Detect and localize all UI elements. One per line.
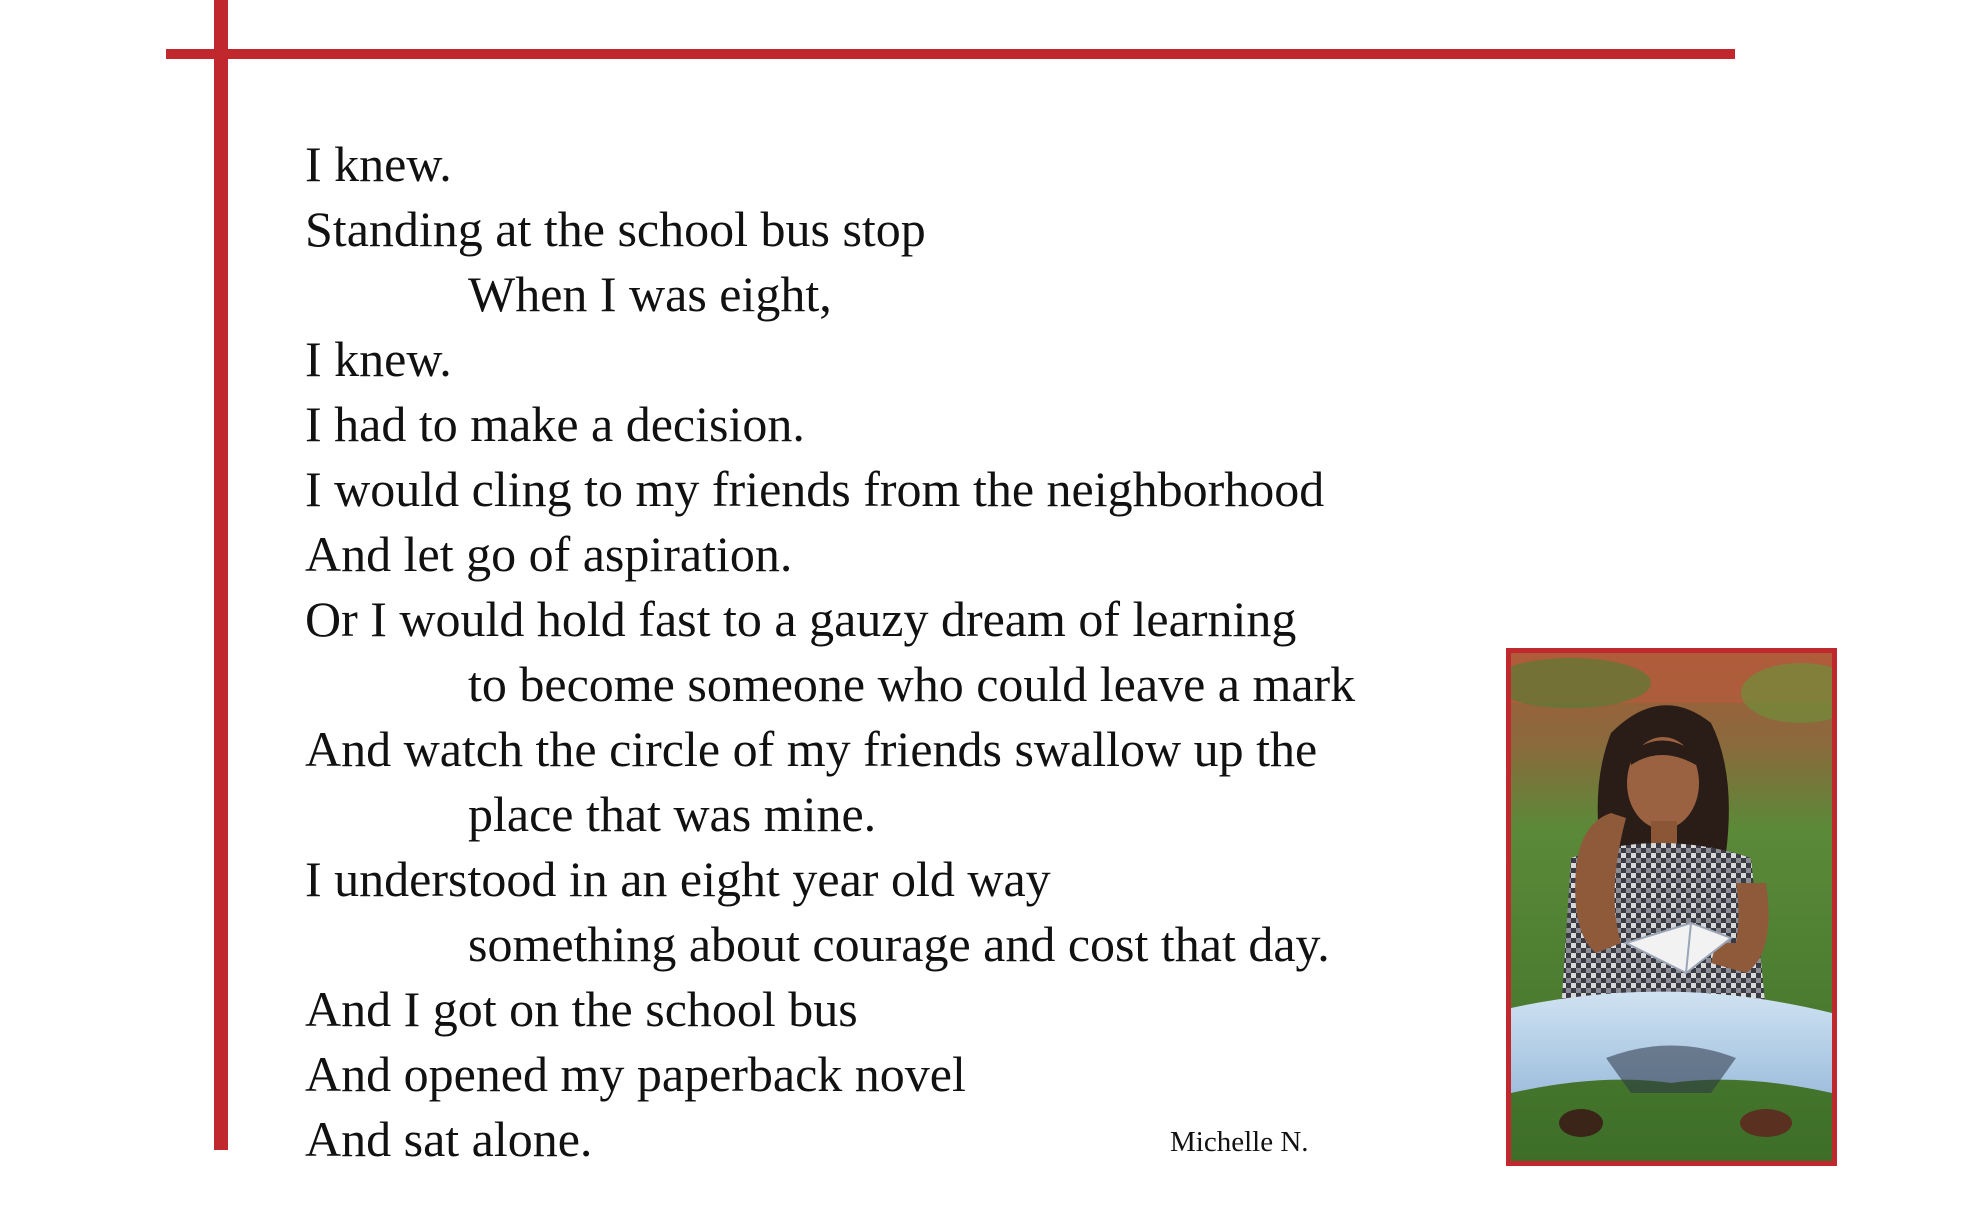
poem-line: And sat alone. — [305, 1111, 593, 1167]
poem-line: Standing at the school bus stop — [305, 201, 926, 257]
poem-line: place that was mine. — [468, 786, 877, 842]
poem-line: I knew. — [305, 136, 452, 192]
girl-reading-illustration — [1511, 653, 1832, 1161]
girl-reading-photo — [1506, 648, 1837, 1166]
poem-line: When I was eight, — [468, 266, 832, 322]
top-red-rule — [166, 49, 1735, 59]
poem-line: I would cling to my friends from the neighborhood — [305, 461, 1325, 517]
poem-line: And opened my paperback novel — [305, 1046, 966, 1102]
poem-line: to become someone who could leave a mark — [468, 656, 1356, 712]
poem-line: And I got on the school bus — [305, 981, 858, 1037]
poem-line: And watch the circle of my friends swallow up the — [305, 721, 1318, 777]
poem-author: Michelle N. — [1170, 1126, 1309, 1158]
poem — [305, 132, 1355, 1172]
poem-line: Or I would hold fast to a gauzy dream of learning — [305, 591, 1297, 647]
poem-line: I understood in an eight year old way — [305, 851, 1051, 907]
poem-line: I had to make a decision. — [305, 396, 805, 452]
poem-line: something about courage and cost that day. — [468, 916, 1330, 972]
poem-line: I knew. — [305, 331, 452, 387]
poem-line: And let go of aspiration. — [305, 526, 793, 582]
left-red-rule — [214, 0, 228, 1150]
